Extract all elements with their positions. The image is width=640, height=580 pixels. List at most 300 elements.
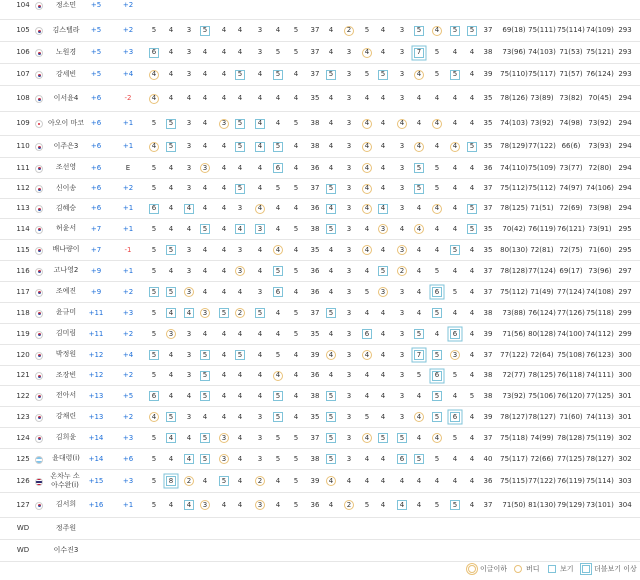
hole-score: 4 [221, 266, 227, 275]
in-total: 35 [483, 142, 493, 150]
korea-flag-icon [35, 331, 43, 339]
hole-score: 4 [328, 245, 334, 254]
korea-flag-icon [35, 226, 43, 234]
hole-score: 3 [399, 204, 405, 212]
player-name: 이수진3 [53, 545, 79, 554]
round1-score: 70(42) [502, 224, 526, 233]
round-to-par: +2 [122, 371, 134, 379]
hole-score: 4 [275, 94, 281, 102]
round3-score: 71(57) [559, 70, 583, 78]
rank-cell: 108 [16, 94, 30, 102]
hole-score: 4 [434, 142, 440, 150]
round3-score: 74(100) [557, 329, 585, 338]
round3-score [559, 0, 583, 19]
legend-label: 이글이하 [480, 565, 508, 573]
bogey-square: 5 [235, 350, 245, 360]
hole-score: 4 [275, 224, 281, 233]
hole-score: 4 [380, 119, 386, 127]
double-square-icon [582, 565, 590, 573]
hole-score: 4 [434, 224, 440, 233]
table-row[interactable] [0, 345, 640, 366]
bogey-square: 5 [378, 266, 388, 276]
table-row[interactable] [0, 240, 640, 261]
hole-score: 4 [469, 476, 475, 485]
hole-score: 4 [434, 94, 440, 102]
hole-score: 4 [221, 500, 227, 509]
hole-score: 3 [186, 350, 192, 359]
birdie-circle: 3 [378, 287, 388, 297]
hole-score: 4 [364, 308, 370, 317]
hole-score: 5 [434, 184, 440, 192]
hole-score: 4 [186, 94, 192, 102]
birdie-circle: 2 [344, 500, 354, 510]
total-to-par: +5 [90, 1, 102, 9]
table-row[interactable] [0, 493, 640, 518]
hole-score: 4 [257, 329, 263, 338]
tournament-total: 302 [618, 454, 632, 463]
round-to-par: +3 [122, 308, 134, 317]
bogey-square: 5 [467, 204, 477, 214]
hole-score: 4 [416, 391, 422, 400]
rank-cell: 118 [16, 308, 30, 317]
hole-score: 4 [380, 500, 386, 509]
rank-cell: 113 [16, 204, 30, 212]
hole-score: 4 [293, 70, 299, 78]
hole-score: 4 [469, 350, 475, 359]
bogey-square: 4 [184, 308, 194, 318]
table-row[interactable] [0, 42, 640, 64]
bogey-square: 4 [326, 204, 336, 214]
round3-score: 73(82) [559, 94, 583, 102]
hole-score: 3 [346, 70, 352, 78]
bogey-square: 5 [326, 391, 336, 401]
bogey-square: 5 [200, 454, 210, 464]
hole-score: 4 [221, 245, 227, 254]
table-row[interactable] [0, 0, 640, 20]
out-total [309, 518, 321, 539]
round4-score: 74(106) [586, 184, 614, 192]
bogey-square: 4 [184, 454, 194, 464]
table-row[interactable] [0, 64, 640, 86]
tournament-total: 293 [618, 26, 632, 34]
round1-score: 75(110) [500, 70, 528, 78]
table-row[interactable] [0, 386, 640, 407]
round4-score: 76(124) [586, 70, 614, 78]
round-to-par: +1 [122, 142, 134, 150]
round3-score: 77(126) [557, 308, 585, 317]
round2-score: 75(117) [528, 70, 556, 78]
hole-score: 3 [186, 142, 192, 150]
table-row[interactable] [0, 199, 640, 219]
player-name: 정소민 [55, 0, 77, 9]
round-to-par: +4 [122, 70, 134, 78]
hole-score: 5 [364, 412, 370, 421]
round3-score: 73(77) [559, 163, 583, 172]
hole-score: 5 [293, 224, 299, 233]
table-row[interactable] [0, 158, 640, 179]
total-to-par: +14 [88, 454, 104, 463]
round4-score [588, 518, 612, 539]
rank-cell: 114 [16, 224, 30, 233]
round1-score: 78(127) [500, 412, 528, 421]
hole-score: 5 [151, 184, 157, 192]
birdie-circle: 3 [255, 500, 265, 510]
korea-flag-icon [35, 414, 43, 422]
hole-score: 4 [293, 204, 299, 212]
total-to-par: +13 [88, 412, 104, 421]
bogey-square: 6 [397, 454, 407, 464]
hole-score: 4 [275, 476, 281, 485]
hole-score: 4 [380, 26, 386, 34]
player-name: 고나영2 [53, 266, 79, 275]
tournament-total: 295 [618, 245, 632, 254]
hole-score: 4 [275, 308, 281, 317]
in-total: 39 [483, 329, 493, 338]
round1-score: 72(77) [502, 371, 526, 379]
hole-score: 3 [346, 48, 352, 56]
player-name: 이서윤4 [53, 93, 79, 102]
total-to-par [86, 540, 106, 561]
in-total: 37 [483, 350, 493, 359]
hole-score: 4 [168, 184, 174, 192]
bogey-square: 5 [450, 70, 460, 80]
hole-score: 4 [237, 163, 243, 172]
tournament-total: 300 [618, 371, 632, 379]
round-to-par [118, 518, 138, 539]
rank-cell: WD [16, 546, 30, 554]
korea-flag-icon [35, 393, 43, 401]
birdie-circle: 3 [200, 500, 210, 510]
round2-score [530, 518, 554, 539]
table-row[interactable] [0, 449, 640, 470]
bogey-square: 5 [166, 142, 176, 152]
hole-score: 5 [151, 476, 157, 485]
bogey-square: 5 [326, 412, 336, 422]
bogey-square: 5 [166, 245, 176, 255]
round-to-par: +3 [122, 476, 134, 485]
table-row[interactable] [0, 20, 640, 42]
table-row[interactable] [0, 470, 640, 493]
player-name: 이주은3 [53, 141, 79, 150]
rank-cell: 109 [16, 119, 30, 127]
rank-cell: 117 [16, 287, 30, 296]
player-name: 김서희 [55, 500, 77, 509]
bogey-square: 6 [273, 163, 283, 173]
bogey-square: 6 [362, 329, 372, 339]
out-total: 38 [310, 119, 320, 127]
korea-flag-icon [35, 27, 43, 35]
total-to-par: +12 [88, 350, 104, 359]
hole-score: 3 [399, 142, 405, 150]
total-to-par: +6 [90, 184, 102, 192]
round4-score: 71(60) [588, 245, 612, 254]
birdie-circle: 4 [362, 142, 372, 152]
hole-score: 4 [469, 70, 475, 78]
hole-score: 3 [257, 412, 263, 421]
round4-score: 74(109) [586, 26, 614, 34]
hole-score: 3 [346, 94, 352, 102]
round2-score: 74(99) [530, 433, 554, 442]
bogey-square: 5 [432, 308, 442, 318]
korea-flag-icon [35, 289, 43, 297]
hole-score: 4 [328, 287, 334, 296]
round-to-par: +2 [122, 412, 134, 421]
round2-score: 72(66) [530, 454, 554, 463]
korea-flag-icon [35, 435, 43, 443]
bogey-square: 5 [450, 26, 460, 36]
hole-score: 5 [151, 371, 157, 379]
player-name: 강채린 [55, 412, 77, 421]
korea-flag-icon [35, 352, 43, 360]
legend-label: 보기 [560, 565, 574, 573]
hole-score: 4 [328, 266, 334, 275]
rank-cell: 127 [16, 500, 30, 509]
bogey-square: 5 [200, 391, 210, 401]
player-name: 강세빈 [55, 69, 77, 78]
table-row[interactable] [0, 366, 640, 386]
round4-score: 73(91) [588, 224, 612, 233]
bogey-square: 5 [397, 433, 407, 443]
in-total: 39 [483, 412, 493, 421]
round2-score: 81(130) [528, 500, 556, 509]
hole-score: 4 [380, 94, 386, 102]
tournament-total: 301 [618, 391, 632, 400]
total-to-par: +6 [90, 94, 102, 102]
hole-score: 4 [416, 476, 422, 485]
hole-score: 4 [452, 204, 458, 212]
out-total: 35 [310, 94, 320, 102]
hole-score: 4 [202, 184, 208, 192]
hole-score: 3 [346, 454, 352, 463]
round3-score: 74(98) [559, 119, 583, 127]
hole-score: 4 [275, 119, 281, 127]
hole-score: 3 [237, 204, 243, 212]
bogey-square: 5 [235, 184, 245, 194]
bogey-square: 5 [200, 371, 210, 381]
round1-score [502, 518, 526, 539]
out-total: 39 [310, 476, 320, 485]
hole-score: 4 [257, 245, 263, 254]
bogey-square: 5 [273, 70, 283, 80]
hole-score: 4 [469, 412, 475, 421]
round4-score: 75(121) [586, 48, 614, 56]
round-to-par: +5 [122, 391, 134, 400]
birdie-circle: 4 [397, 119, 407, 129]
bogey-square: 5 [255, 308, 265, 318]
table-row[interactable] [0, 303, 640, 324]
bogey-square: 4 [255, 119, 265, 129]
hole-score: 4 [346, 476, 352, 485]
round1-score: 75(118) [500, 433, 528, 442]
hole-score: 4 [237, 391, 243, 400]
round1-score: 75(112) [500, 184, 528, 192]
korea-flag-icon [35, 71, 43, 79]
hole-score: 4 [399, 476, 405, 485]
total-to-par: +6 [90, 142, 102, 150]
hole-score: 3 [257, 287, 263, 296]
tournament-total [618, 0, 632, 19]
total-to-par: +5 [90, 26, 102, 34]
birdie-circle: 4 [362, 245, 372, 255]
korea-flag-icon [35, 165, 43, 173]
table-row[interactable] [0, 112, 640, 136]
hole-score: 3 [257, 26, 263, 34]
hole-score: 4 [237, 454, 243, 463]
round1-score: 71(56) [502, 329, 526, 338]
hole-score: 4 [469, 245, 475, 254]
hole-score: 5 [151, 500, 157, 509]
hole-score: 4 [221, 204, 227, 212]
hole-score: 4 [237, 433, 243, 442]
tournament-total: 299 [618, 308, 632, 317]
hole-score: 4 [380, 350, 386, 359]
rank-cell: 112 [16, 184, 30, 192]
table-row[interactable] [0, 86, 640, 112]
round2-score: 76(119) [528, 224, 556, 233]
table-row[interactable] [0, 261, 640, 282]
hole-score: 4 [257, 391, 263, 400]
hole-score: 4 [257, 70, 263, 78]
birdie-circle: 3 [378, 224, 388, 234]
hole-score: 4 [293, 94, 299, 102]
table-row[interactable] [0, 407, 640, 428]
table-row[interactable] [0, 179, 640, 199]
bogey-square: 5 [432, 350, 442, 360]
hole-score: 5 [364, 500, 370, 509]
tournament-total: 299 [618, 329, 632, 338]
birdie-circle: 4 [432, 119, 442, 129]
hole-score: 5 [151, 308, 157, 317]
hole-score: 3 [399, 308, 405, 317]
hole-score: 4 [221, 26, 227, 34]
square-icon [548, 565, 556, 573]
hole-score: 5 [275, 433, 281, 442]
bogey-square: 5 [326, 70, 336, 80]
argentina-flag-icon [35, 456, 43, 464]
round-to-par: +1 [122, 266, 134, 275]
hole-score: 3 [399, 329, 405, 338]
birdie-circle: 4 [432, 204, 442, 214]
player-name: 조예진 [55, 287, 77, 296]
hole-score: 4 [293, 350, 299, 359]
bogey-square: 4 [378, 204, 388, 214]
round2-score [530, 0, 554, 19]
round4-score: 73(98) [588, 204, 612, 212]
hole-score: 5 [151, 163, 157, 172]
bogey-square: 4 [397, 500, 407, 510]
round-to-par: +2 [122, 287, 134, 296]
hole-score: 3 [186, 163, 192, 172]
hole-score: 5 [452, 371, 458, 379]
hole-score: 3 [186, 48, 192, 56]
hole-score: 4 [257, 350, 263, 359]
hole-score: 4 [202, 329, 208, 338]
round3-score: 76(119) [557, 476, 585, 485]
total-to-par: +6 [90, 204, 102, 212]
birdie-circle: 2 [344, 26, 354, 36]
hole-score: 4 [221, 371, 227, 379]
in-total: 37 [483, 26, 493, 34]
table-row[interactable] [0, 540, 640, 562]
hole-score: 5 [151, 266, 157, 275]
round2-score: 77(122) [528, 476, 556, 485]
hole-score: 3 [346, 142, 352, 150]
bogey-square: 5 [235, 70, 245, 80]
hole-score: 4 [221, 184, 227, 192]
table-row[interactable] [0, 428, 640, 449]
table-row[interactable] [0, 219, 640, 240]
bogey-square: 5 [326, 454, 336, 464]
round4-score: 75(118) [586, 308, 614, 317]
birdie-circle: 4 [255, 204, 265, 214]
in-total: 35 [483, 119, 493, 127]
hole-score: 3 [399, 163, 405, 172]
hole-score: 4 [452, 119, 458, 127]
hole-score: 3 [186, 412, 192, 421]
total-to-par: +7 [90, 224, 102, 233]
bogey-square: 5 [414, 184, 424, 194]
out-total [309, 540, 321, 561]
in-total: 40 [483, 454, 493, 463]
hole-score: 4 [202, 287, 208, 296]
in-total: 39 [483, 70, 493, 78]
hole-score: 4 [416, 500, 422, 509]
birdie-circle: 4 [414, 70, 424, 80]
total-to-par: +7 [90, 245, 102, 254]
hole-score: 4 [469, 119, 475, 127]
round2-score: 75(111) [528, 26, 556, 34]
hole-score: 4 [328, 371, 334, 379]
rank-cell: 110 [16, 142, 30, 150]
total-to-par: +11 [88, 308, 104, 317]
hole-score: 4 [202, 119, 208, 127]
hole-score: 3 [346, 287, 352, 296]
table-row[interactable] [0, 282, 640, 303]
hole-score: 4 [168, 454, 174, 463]
hole-score: 4 [202, 70, 208, 78]
hole-score: 5 [293, 184, 299, 192]
round3-score: 71(60) [559, 412, 583, 421]
in-total: 38 [483, 391, 493, 400]
bogey-square: 5 [326, 184, 336, 194]
hole-score: 4 [168, 70, 174, 78]
tournament-total: 297 [618, 266, 632, 275]
total-to-par: +5 [90, 48, 102, 56]
double-bogey-square: 6 [432, 287, 442, 297]
round3-score: 76(121) [557, 224, 585, 233]
hole-score: 4 [202, 204, 208, 212]
table-row[interactable] [0, 136, 640, 158]
table-row[interactable] [0, 518, 640, 540]
round-to-par: +1 [122, 500, 134, 509]
tournament-total: 294 [618, 119, 632, 127]
round-to-par: +1 [122, 119, 134, 127]
tournament-total: 303 [618, 476, 632, 485]
round2-score: 78(127) [528, 412, 556, 421]
hole-score: 4 [202, 94, 208, 102]
in-total: 35 [483, 94, 493, 102]
round4-score [588, 540, 612, 561]
table-row[interactable] [0, 324, 640, 345]
hole-score: 4 [469, 163, 475, 172]
hole-score: 4 [364, 224, 370, 233]
tournament-total: 295 [618, 224, 632, 233]
rank-cell: 115 [16, 245, 30, 254]
birdie-circle: 2 [235, 308, 245, 318]
hole-score: 5 [364, 70, 370, 78]
hole-score: 3 [346, 350, 352, 359]
rank-cell: 111 [16, 163, 30, 172]
